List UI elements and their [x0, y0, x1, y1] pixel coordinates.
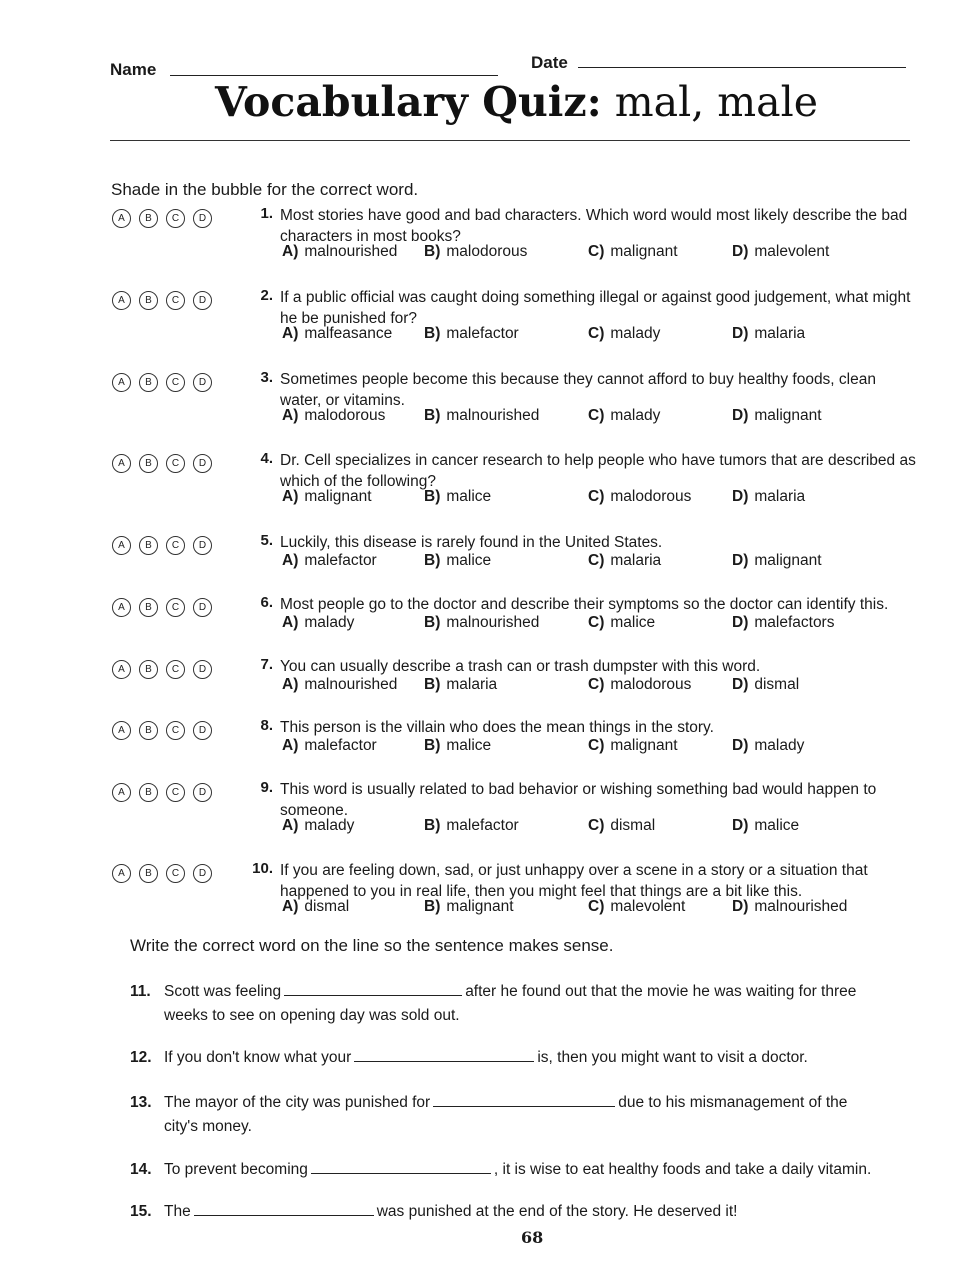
sentence-end: was punished at the end of the story. He deserved it! — [376, 1203, 738, 1220]
answer-bubble-a[interactable]: A — [112, 291, 131, 310]
option-word: malady — [754, 737, 805, 754]
option-word: malefactor — [304, 737, 377, 754]
option-letter: C) — [588, 737, 605, 754]
answer-bubble-a[interactable]: A — [112, 660, 131, 679]
option-word: malefactor — [446, 817, 519, 834]
answer-bubble-c[interactable]: C — [166, 209, 185, 228]
option-word: malady — [610, 407, 661, 424]
page-number: 68 — [521, 1228, 544, 1247]
question-text: If a public official was caught doing something illegal or against good judgement, what might he be punished for? — [280, 289, 911, 327]
question-row — [0, 450, 979, 520]
answer-option — [732, 676, 799, 694]
answer-bubbles — [112, 598, 212, 617]
answer-bubble-a[interactable]: A — [112, 373, 131, 392]
question-text: Dr. Cell specializes in cancer research to help people who have tumors that are described as which of the following? — [280, 452, 916, 490]
option-letter: A) — [282, 488, 299, 505]
option-letter: D) — [732, 325, 749, 342]
question-row — [0, 532, 979, 602]
fill-in-item — [130, 1200, 910, 1224]
question-number: 3. — [260, 369, 273, 386]
fill-in-number: 15. — [130, 1203, 152, 1220]
option-word: malice — [610, 614, 656, 631]
answer-option — [588, 898, 685, 916]
sentence-start: To prevent becoming — [164, 1161, 308, 1178]
option-letter: A) — [282, 898, 299, 915]
question-text: Luckily, this disease is rarely found in the United States. — [280, 534, 663, 551]
question-text: Most people go to the doctor and describe their symptoms so the doctor can identify this. — [280, 596, 889, 613]
question-row — [0, 205, 979, 275]
option-letter: A) — [282, 817, 299, 834]
answer-bubble-b[interactable]: B — [139, 454, 158, 473]
answer-blank[interactable] — [433, 1092, 615, 1107]
sentence-end: , it is wise to eat healthy foods and take a daily vitamin. — [493, 1161, 872, 1178]
answer-option — [588, 488, 691, 506]
answer-blank[interactable] — [354, 1047, 534, 1062]
answer-option — [732, 552, 822, 570]
option-word: malefactor — [446, 325, 519, 342]
option-word: malodorous — [304, 407, 386, 424]
answer-bubbles — [112, 209, 212, 228]
option-word: malady — [304, 614, 355, 631]
fill-in-sentence — [130, 1158, 910, 1182]
option-letter: B) — [424, 898, 441, 915]
fill-in-item — [130, 980, 910, 1028]
date-label: Date — [531, 53, 568, 72]
sentence-start: The — [164, 1203, 191, 1220]
option-word: malfeasance — [304, 325, 393, 342]
option-letter: D) — [732, 898, 749, 915]
answer-option — [282, 817, 354, 835]
answer-option — [424, 898, 514, 916]
option-letter: B) — [424, 737, 441, 754]
answer-bubble-c[interactable]: C — [166, 721, 185, 740]
option-word: malignant — [610, 243, 678, 260]
option-word: malnourished — [446, 407, 540, 424]
option-letter: D) — [732, 817, 749, 834]
question-text: This word is usually related to bad behavior or wishing something bad would happen to someone. — [280, 781, 877, 819]
option-letter: A) — [282, 676, 299, 693]
sentence-end: due to his mismanagement of the — [618, 1094, 848, 1111]
fill-in-item — [130, 1091, 910, 1139]
option-word: malnourished — [754, 898, 848, 915]
question-number: 9. — [260, 779, 273, 796]
name-label: Name — [110, 60, 157, 79]
option-letter: B) — [424, 676, 441, 693]
option-word: malaria — [446, 676, 498, 693]
question-number: 1. — [260, 205, 273, 222]
question-number: 6. — [260, 594, 273, 611]
option-letter: C) — [588, 325, 605, 342]
answer-option — [282, 898, 349, 916]
answer-option — [282, 676, 397, 694]
option-letter: A) — [282, 325, 299, 342]
option-word: malodorous — [610, 676, 692, 693]
answer-option — [282, 243, 397, 261]
question-text: Most stories have good and bad characters. Which word would most likely describe the bad characters in most books? — [280, 207, 908, 245]
answer-bubble-c[interactable]: C — [166, 291, 185, 310]
fill-in-item — [130, 1046, 910, 1070]
answer-option — [424, 325, 519, 343]
option-word: dismal — [610, 817, 656, 834]
option-word: malnourished — [304, 243, 398, 260]
option-letter: D) — [732, 488, 749, 505]
question-row — [0, 717, 979, 787]
option-letter: B) — [424, 243, 441, 260]
option-letter: C) — [588, 488, 605, 505]
answer-bubbles — [112, 864, 212, 883]
answer-option — [424, 817, 519, 835]
title-divider — [110, 140, 910, 141]
answer-option — [282, 614, 354, 632]
option-word: malignant — [446, 898, 514, 915]
option-letter: A) — [282, 407, 299, 424]
question-number: 10. — [252, 860, 273, 877]
answer-option — [732, 488, 805, 506]
section2-instruction: Write the correct word on the line so the sentence makes sense. — [130, 936, 614, 955]
answer-bubbles — [112, 373, 212, 392]
fill-in-number: 14. — [130, 1161, 152, 1178]
option-letter: D) — [732, 243, 749, 260]
option-letter: B) — [424, 488, 441, 505]
answer-blank[interactable] — [311, 1159, 491, 1174]
option-word: malodorous — [446, 243, 528, 260]
answer-bubble-a[interactable]: A — [112, 536, 131, 555]
question-row — [0, 594, 979, 664]
option-word: malaria — [754, 488, 806, 505]
answer-option — [732, 243, 829, 261]
answer-bubble-a[interactable]: A — [112, 454, 131, 473]
option-word: malignant — [754, 407, 822, 424]
option-word: malevolent — [610, 898, 686, 915]
answer-bubble-b[interactable]: B — [139, 598, 158, 617]
answer-bubble-b[interactable]: B — [139, 373, 158, 392]
option-letter: A) — [282, 552, 299, 569]
question-number: 2. — [260, 287, 273, 304]
answer-option — [732, 898, 847, 916]
answer-option — [732, 407, 822, 425]
option-letter: C) — [588, 552, 605, 569]
answer-option — [424, 737, 491, 755]
option-letter: C) — [588, 676, 605, 693]
fill-in-number: 11. — [130, 983, 151, 1000]
answer-option — [588, 676, 691, 694]
option-letter: B) — [424, 614, 441, 631]
answer-bubble-d[interactable]: D — [193, 291, 212, 310]
answer-bubble-b[interactable]: B — [139, 536, 158, 555]
answer-bubble-d[interactable]: D — [193, 536, 212, 555]
option-letter: A) — [282, 243, 299, 260]
answer-blank[interactable] — [194, 1201, 374, 1216]
option-word: malefactors — [754, 614, 835, 631]
answer-bubble-d[interactable]: D — [193, 783, 212, 802]
option-letter: B) — [424, 407, 441, 424]
question-text: This person is the villain who does the mean things in the story. — [280, 719, 714, 736]
answer-bubble-c[interactable]: C — [166, 660, 185, 679]
page-title — [215, 78, 818, 126]
question-row — [0, 779, 979, 849]
option-letter: B) — [424, 325, 441, 342]
answer-option — [732, 737, 804, 755]
answer-option — [424, 488, 491, 506]
fill-in-sentence — [130, 980, 910, 1004]
question-number: 4. — [260, 450, 273, 467]
answer-bubble-b[interactable]: B — [139, 721, 158, 740]
answer-bubble-d[interactable]: D — [193, 209, 212, 228]
fill-in-sentence — [130, 1200, 910, 1224]
option-word: malnourished — [446, 614, 540, 631]
answer-option — [424, 407, 539, 425]
answer-bubble-b[interactable]: B — [139, 209, 158, 228]
question-number: 8. — [260, 717, 273, 734]
question-row — [0, 369, 979, 439]
option-word: malevolent — [754, 243, 830, 260]
question-row — [0, 287, 979, 357]
option-word: malignant — [304, 488, 372, 505]
answer-bubble-d[interactable]: D — [193, 454, 212, 473]
option-letter: A) — [282, 614, 299, 631]
question-text: Sometimes people become this because they cannot afford to buy healthy foods, clean water, or vitamins. — [280, 371, 876, 409]
option-word: malice — [446, 552, 492, 569]
answer-option — [282, 737, 377, 755]
sentence-start: Scott was feeling — [164, 983, 282, 1000]
answer-option — [732, 817, 799, 835]
question-number: 7. — [260, 656, 273, 673]
answer-bubble-b[interactable]: B — [139, 291, 158, 310]
option-word: malaria — [610, 552, 662, 569]
answer-option — [588, 552, 661, 570]
answer-option — [732, 325, 805, 343]
option-letter: C) — [588, 243, 605, 260]
answer-bubble-c[interactable]: C — [166, 536, 185, 555]
answer-blank[interactable] — [284, 981, 462, 996]
answer-option — [424, 676, 497, 694]
sentence-end: after he found out that the movie he was waiting for three — [465, 983, 857, 1000]
title-bold: Vocabulary Quiz: — [215, 78, 602, 126]
answer-bubbles — [112, 783, 212, 802]
answer-option — [588, 817, 655, 835]
answer-bubble-a[interactable]: A — [112, 721, 131, 740]
sentence-continuation: city's money. — [164, 1118, 252, 1135]
option-word: malefactor — [304, 552, 377, 569]
option-word: malnourished — [304, 676, 398, 693]
answer-bubbles — [112, 660, 212, 679]
answer-option — [588, 243, 678, 261]
section1-instruction: Shade in the bubble for the correct word. — [111, 180, 419, 199]
date-line[interactable] — [578, 67, 906, 68]
fill-in-number: 12. — [130, 1049, 152, 1066]
answer-option — [588, 407, 660, 425]
answer-option — [424, 552, 491, 570]
sentence-continuation: weeks to see on opening day was sold out. — [164, 1007, 460, 1024]
answer-option — [282, 325, 392, 343]
name-line[interactable] — [170, 75, 498, 76]
answer-bubble-c[interactable]: C — [166, 454, 185, 473]
option-word: malady — [304, 817, 355, 834]
option-word: malodorous — [610, 488, 692, 505]
answer-bubble-c[interactable]: C — [166, 373, 185, 392]
question-text: You can usually describe a trash can or trash dumpster with this word. — [280, 658, 761, 675]
answer-bubble-d[interactable]: D — [193, 864, 212, 883]
answer-option — [588, 737, 678, 755]
answer-bubbles — [112, 721, 212, 740]
answer-bubble-c[interactable]: C — [166, 783, 185, 802]
option-word: malice — [446, 737, 492, 754]
answer-option — [588, 325, 660, 343]
question-row — [0, 656, 979, 726]
answer-bubble-c[interactable]: C — [166, 598, 185, 617]
answer-option — [282, 407, 385, 425]
answer-bubble-d[interactable]: D — [193, 598, 212, 617]
answer-bubble-a[interactable]: A — [112, 783, 131, 802]
option-letter: B) — [424, 552, 441, 569]
fill-in-number: 13. — [130, 1094, 152, 1111]
fill-in-sentence — [130, 1046, 910, 1070]
answer-option — [424, 614, 539, 632]
answer-bubble-b[interactable]: B — [139, 783, 158, 802]
answer-option — [282, 488, 372, 506]
option-letter: A) — [282, 737, 299, 754]
answer-bubble-a[interactable]: A — [112, 864, 131, 883]
option-letter: D) — [732, 676, 749, 693]
option-word: malignant — [754, 552, 822, 569]
answer-bubble-d[interactable]: D — [193, 660, 212, 679]
fill-in-sentence — [130, 1091, 910, 1115]
answer-bubble-d[interactable]: D — [193, 373, 212, 392]
sentence-start: If you don't know what your — [164, 1049, 352, 1066]
answer-option — [424, 243, 527, 261]
option-letter: C) — [588, 614, 605, 631]
fill-in-item — [130, 1158, 910, 1182]
question-number: 5. — [260, 532, 273, 549]
question-row — [0, 860, 979, 930]
option-word: malaria — [754, 325, 806, 342]
option-letter: C) — [588, 898, 605, 915]
option-word: dismal — [754, 676, 800, 693]
option-letter: D) — [732, 407, 749, 424]
option-word: malice — [754, 817, 800, 834]
answer-bubble-a[interactable]: A — [112, 598, 131, 617]
question-text: If you are feeling down, sad, or just unhappy over a scene in a story or a situation that happened to you in real life, then you might feel that things are a bit like this. — [280, 862, 868, 900]
option-word: malady — [610, 325, 661, 342]
sentence-start: The mayor of the city was punished for — [164, 1094, 431, 1111]
answer-bubble-d[interactable]: D — [193, 721, 212, 740]
answer-bubble-c[interactable]: C — [166, 864, 185, 883]
answer-bubble-a[interactable]: A — [112, 209, 131, 228]
option-letter: C) — [588, 817, 605, 834]
answer-option — [588, 614, 655, 632]
option-letter: D) — [732, 614, 749, 631]
option-word: malice — [446, 488, 492, 505]
answer-bubble-b[interactable]: B — [139, 660, 158, 679]
answer-option — [282, 552, 377, 570]
title-rest: mal, male — [601, 78, 818, 126]
answer-bubbles — [112, 291, 212, 310]
answer-option — [732, 614, 834, 632]
option-letter: D) — [732, 552, 749, 569]
option-letter: B) — [424, 817, 441, 834]
answer-bubbles — [112, 536, 212, 555]
sentence-end: is, then you might want to visit a doctor. — [537, 1049, 808, 1066]
option-letter: C) — [588, 407, 605, 424]
answer-bubbles — [112, 454, 212, 473]
option-word: malignant — [610, 737, 678, 754]
option-word: dismal — [304, 898, 350, 915]
option-letter: D) — [732, 737, 749, 754]
answer-bubble-b[interactable]: B — [139, 864, 158, 883]
